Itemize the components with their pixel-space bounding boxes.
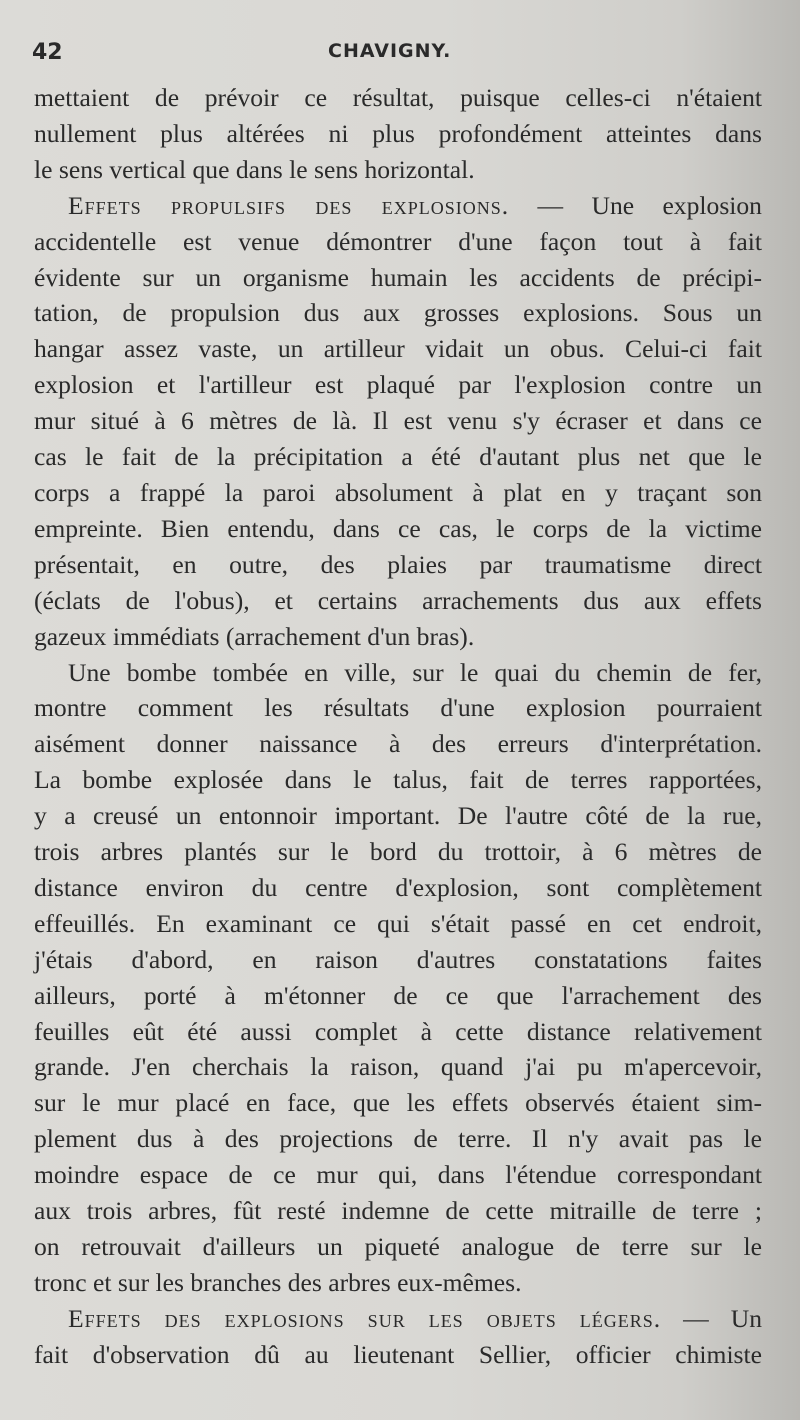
text-line: gazeux immédiats (arrachement d'un bras). bbox=[34, 621, 475, 651]
text-line bbox=[34, 188, 762, 224]
text-line: le sens vertical que dans le sens horizontal. bbox=[34, 154, 475, 184]
text-line: trois arbres plantés sur le bord du trottoir, à 6 mètres de bbox=[34, 837, 762, 867]
text-line: feuilles eût été aussi complet à cette distance relativement bbox=[34, 1016, 762, 1046]
text-line: La bombe explosée dans le talus, fait de terres rapportées, bbox=[34, 765, 762, 795]
text-line: on retrouvait d'ailleurs un piqueté analogue de terre sur le bbox=[34, 1232, 762, 1261]
text-line: ailleurs, porté à m'étonner de ce que l'arrachement des bbox=[34, 980, 762, 1010]
paragraph bbox=[34, 655, 762, 1301]
text-line: mettaient de prévoir ce résultat, puisque celles-ci n'étaient bbox=[34, 83, 762, 112]
text-line: effeuillés. En examinant ce qui s'était passé en cet endroit, bbox=[34, 908, 762, 938]
section-heading: Effets des explosions sur les objets légers. bbox=[68, 1303, 662, 1333]
text-line: présentait, en outre, des plaies par traumatisme direct bbox=[34, 549, 762, 579]
text-line: aisément donner naissance à des erreurs d'interprétation. bbox=[34, 729, 762, 759]
text-line: aux trois arbres, fût resté indemne de cette mitraille de terre ; bbox=[34, 1196, 762, 1226]
text-line: Une bombe tombée en ville, sur le quai du chemin de fer, bbox=[68, 657, 762, 687]
text-line: sur le mur placé en face, que les effets observés étaient sim- bbox=[34, 1088, 762, 1118]
running-head: CHAVIGNY. bbox=[328, 40, 452, 62]
paragraph bbox=[34, 1301, 762, 1373]
text-line: grande. J'en cherchais la raison, quand j'ai pu m'apercevoir, bbox=[34, 1052, 762, 1082]
text-line: tronc et sur les branches des arbres eux-mêmes. bbox=[34, 1267, 522, 1297]
text-line: j'étais d'abord, en raison d'autres constatations faites bbox=[34, 944, 762, 974]
section-heading: Effets propulsifs des explosions. bbox=[68, 190, 510, 220]
text-fragment: — Un bbox=[661, 1303, 763, 1333]
body-text bbox=[34, 80, 762, 1373]
paragraph bbox=[34, 80, 762, 188]
text-line: accidentelle est venue démontrer d'une façon tout à fait bbox=[34, 226, 762, 256]
text-line: moindre espace de ce mur qui, dans l'étendue correspondant bbox=[34, 1160, 762, 1190]
text-line: (éclats de l'obus), et certains arrachements dus aux effets bbox=[34, 585, 762, 615]
text-line: cas le fait de la précipitation a été d'autant plus net que le bbox=[34, 442, 762, 472]
text-line: évidente sur un organisme humain les accidents de précipi- bbox=[34, 262, 762, 292]
text-line: explosion et l'artilleur est plaqué par l'explosion contre un bbox=[34, 370, 762, 400]
text-fragment: — Une explosion bbox=[509, 190, 762, 220]
text-line: tation, de propulsion dus aux grosses explosions. Sous un bbox=[34, 298, 762, 328]
text-line: empreinte. Bien entendu, dans ce cas, le corps de la victime bbox=[34, 513, 762, 543]
text-line bbox=[34, 1301, 762, 1337]
text-line: mur situé à 6 mètres de là. Il est venu s'y écraser et dans ce bbox=[34, 406, 762, 436]
page-number: 42 bbox=[32, 40, 63, 65]
text-line: distance environ du centre d'explosion, sont complètement bbox=[34, 872, 762, 902]
text-line: y a creusé un entonnoir important. De l'autre côté de la rue, bbox=[34, 801, 762, 831]
page-header bbox=[32, 36, 762, 76]
text-line: hangar assez vaste, un artilleur vidait un obus. Celui-ci fait bbox=[34, 334, 762, 364]
text-line: plement dus à des projections de terre. Il n'y avait pas le bbox=[34, 1124, 762, 1154]
text-line: corps a frappé la paroi absolument à plat en y traçant son bbox=[34, 477, 762, 507]
text-line: nullement plus altérées ni plus profondément atteintes dans bbox=[34, 118, 762, 148]
paragraph bbox=[34, 188, 762, 655]
text-line: montre comment les résultats d'une explosion pourraient bbox=[34, 693, 762, 723]
text-line: fait d'observation dû au lieutenant Sellier, officier chimiste bbox=[34, 1339, 762, 1369]
